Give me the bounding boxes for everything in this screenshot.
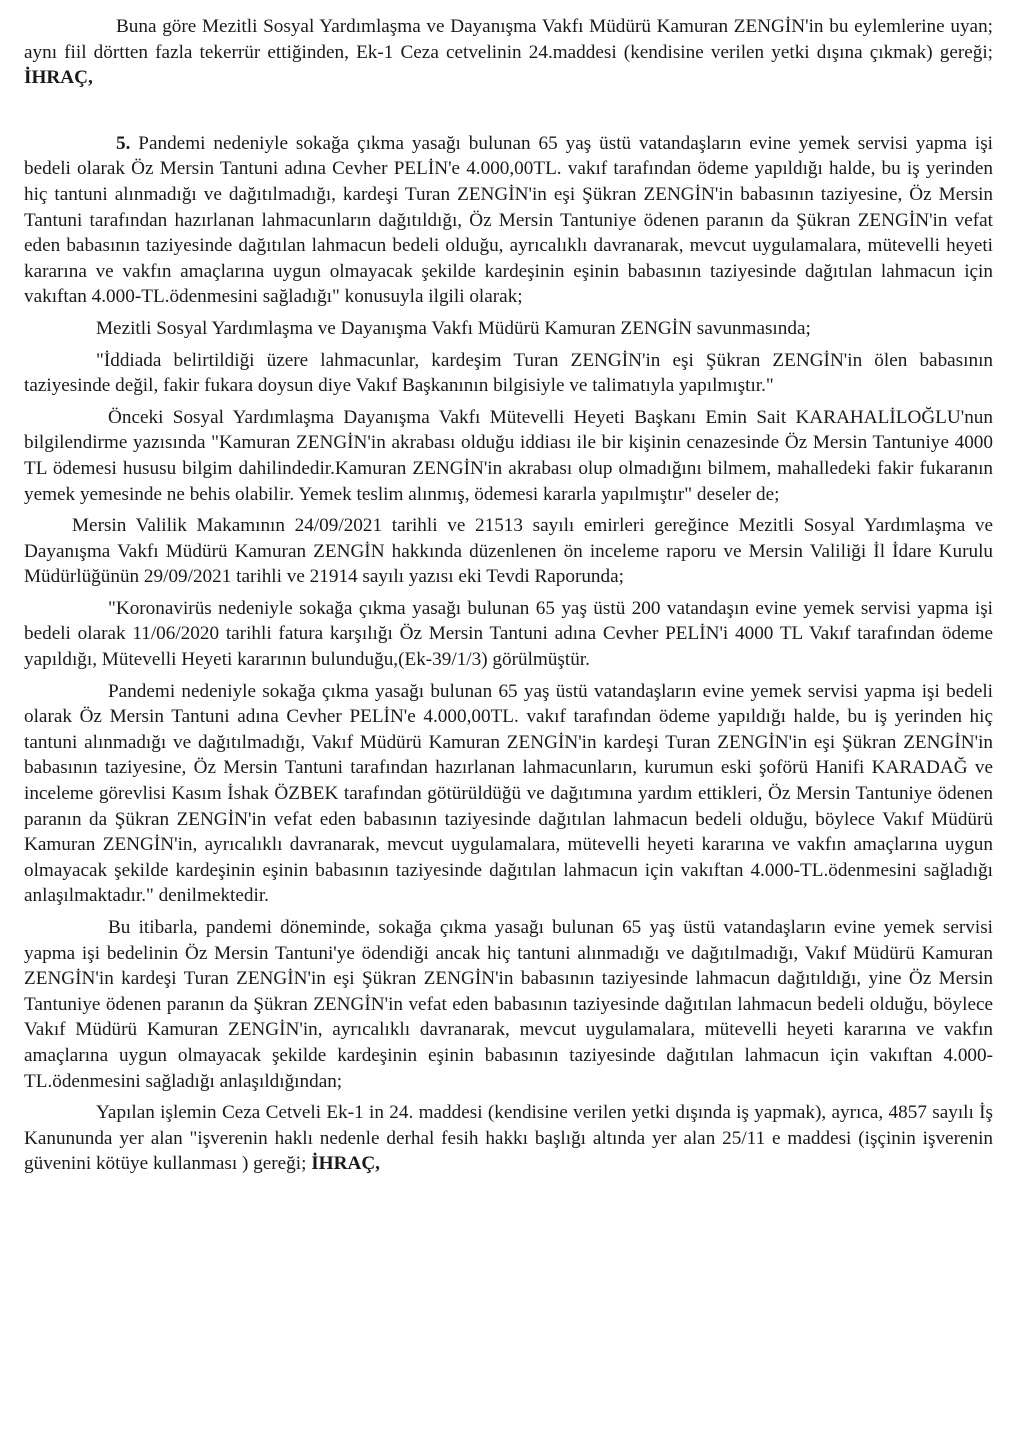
paragraph-text: Önceki Sosyal Yardımlaşma Dayanışma Vakfı Mütevelli Heyeti Başkanı Emin Sait KARAHALİLOĞLU'nun bilgilendirme yazısında "Kamuran ZENGİN'in akrabası olduğu iddiası ile bir kişinin cenazesinde Öz Mersin Tantuniye 4000 TL ödemesi hususu bilgim dahilindedir.Kamuran ZENGİN'in akrabası olup olmadığını bilmem, mahalledeki fakir fukaranın yemek yemesinde ne behis olabilir. Yemek teslim alınmış, ödemesi kararla yapılmıştır" deseler de;	[24, 406, 993, 505]
paragraph-governorship	[24, 513, 993, 590]
paragraph-report-quote	[24, 596, 993, 673]
paragraph-text: Mersin Valilik Makamının 24/09/2021 tarihli ve 21513 sayılı emirleri gereğince Mezitli Sosyal Yardımlaşma ve Dayanışma Vakfı Müdürü Kamuran ZENGİN hakkında düzenlenen ön inceleme raporu ve Mersin Valiliği İl İdare Kurulu Müdürlüğünün 29/09/2021 tarihli ve 21914 sayılı yazısı eki Tevdi Raporunda;	[24, 515, 993, 588]
paragraph-prior-chairman	[24, 405, 993, 507]
paragraph-text: Mezitli Sosyal Yardımlaşma ve Dayanışma Vakfı Müdürü Kamuran ZENGİN savunmasında;	[96, 317, 811, 339]
paragraph-text: Yapılan işlemin Ceza Cetveli Ek-1 in 24. maddesi (kendisine verilen yetki dışında iş yapmak), ayrıca, 4857 sayılı İş Kanununda yer alan "işverenin haklı nedenle derhal fesih hakkı başlığı altında yer alan 25/11 e maddesi (işçinin işverenin güvenini kötüye kullanması ) gereği;	[24, 1102, 993, 1175]
paragraph-text: Bu itibarla, pandemi döneminde, sokağa çıkma yasağı bulunan 65 yaş üstü vatandaşların evine yemek servisi yapma işi bedelinin Öz Mersin Tantuni'ye ödendiği ancak hiç tantuni alınmadığı ve dağıtılmadığı, Vakıf Müdürü Kamuran ZENGİN'in kardeşi Turan ZENGİN'in eşi Şükran ZENGİN'in babasının taziyesinde lahmacun dağıtıldığı, yine Öz Mersin Tantuniye ödenen paranın da Şükran ZENGİN'in vefat eden babasının taziyesinde dağıtılan lahmacun bedeli olduğu, böylece Vakıf Müdürü Kamuran ZENGİN'in, ayrıcalıklı davranarak, mevcut uygulamalara, mütevelli heyeti kararına ve vakfın amaçlarına uygun olmayacak şekilde kardeşinin eşinin babasının taziyesinde dağıtılan lahmacun için vakıftan 4.000-TL.ödenmesini sağladığı anlaşıldığından;	[24, 917, 993, 1092]
paragraph-text: "Koronavirüs nedeniyle sokağa çıkma yasağı bulunan 65 yaş üstü 200 vatandaşın evine yemek servisi yapma işi bedeli olarak 11/06/2020 tarihli fatura karşılığı Öz Mersin Tantuni adına Cevher PELİN'i 4000 TL Vakıf tarafından ödeme yapıldığı, Mütevelli Heyeti kararının bulunduğu,(Ek-39/1/3) görülmüştür.	[24, 597, 993, 671]
paragraph-verdict-1	[24, 14, 993, 91]
paragraph-text: Pandemi nedeniyle sokağa çıkma yasağı bulunan 65 yaş üstü vatandaşların evine yemek servisi yapma işi bedeli olarak Öz Mersin Tantuni adına Cevher PELİN'e 4.000,00TL. vakıf tarafından ödeme yapıldığı halde, bu iş yerinden hiç tantuni alınmadığı ve dağıtılmadığı, kardeşi Turan ZENGİN'in eşi Şükran ZENGİN'in babasının taziyesine, Öz Mersin Tantuni tarafından hazırlanan lahmacunların dağıtıldığı, Öz Mersin Tantuniye ödenen paranın da Şükran ZENGİN'in vefat eden babasının taziyesinde dağıtılan lahmacun bedeli olduğu, ayrıcalıklı davranarak, mevcut uygulamalara, mütevelli heyeti kararına ve vakfın amaçlarına uygun olmayacak şekilde kardeşinin eşinin babasının taziyesinde dağıtılan lahmacun için vakıftan 4.000-TL.ödenmesini sağladığı" konusuyla ilgili olarak;	[24, 132, 993, 308]
paragraph-verdict-2	[24, 1100, 993, 1177]
paragraph-defense-quote	[24, 348, 993, 399]
paragraph-defense-intro	[24, 316, 993, 342]
paragraph-text: "İddiada belirtildiği üzere lahmacunlar, kardeşim Turan ZENGİN'in eşi Şükran ZENGİN'in ölen babasının taziyesinde değil, fakir fukara doysun diye Vakıf Başkanının bilgisiyle ve talimatıyla yapılmıştır."	[24, 349, 993, 397]
paragraph-report-findings	[24, 679, 993, 909]
paragraph-text: Pandemi nedeniyle sokağa çıkma yasağı bulunan 65 yaş üstü vatandaşların evine yemek servisi yapma işi bedeli olarak Öz Mersin Tantuni adına Cevher PELİN'e 4.000,00TL. vakıf tarafından ödeme yapıldığı halde, bu iş yerinden hiç tantuni alınmadığı ve dağıtılmadığı, Vakıf Müdürü Kamuran ZENGİN'in kardeşi Turan ZENGİN'in eşi Şükran ZENGİN'in babasının taziyesine, Öz Mersin Tantuni tarafından hazırlanan lahmacunların, kurumun eski şoförü Hanifi KARADAĞ ve inceleme görevlisi Kasım İshak ÖZBEK tarafından götürüldüğü ve dağıtımına yardım ettikleri, Öz Mersin Tantuniye ödenen paranın da Şükran ZENGİN'in vefat eden babasının taziyesinde dağıtılan lahmacun bedeli olduğu, böylece Vakıf Müdürü Kamuran ZENGİN'in, ayrıcalıklı davranarak, mevcut uygulamalara, mütevelli heyeti kararına ve vakfın amaçlarına uygun olmayacak şekilde kardeşinin eşinin babasının taziyesinde dağıtılan lahmacun için vakıftan 4.000-TL.ödenmesini sağladığı anlaşılmaktadır." denilmektedir.	[24, 680, 993, 907]
verdict-label: İHRAÇ,	[311, 1153, 380, 1175]
paragraph-text: Buna göre Mezitli Sosyal Yardımlaşma ve Dayanışma Vakfı Müdürü Kamuran ZENGİN'in bu eylemlerine uyan; aynı fiil dörtten fazla tekerrür ettiğinden, Ek-1 Ceza cetvelinin 24.maddesi (kendisine verilen yetki dışına çıkmak) gereği;	[24, 16, 993, 63]
paragraph-conclusion	[24, 915, 993, 1094]
paragraph-item-5	[24, 131, 993, 310]
verdict-label: İHRAÇ,	[24, 67, 93, 89]
item-number: 5.	[116, 132, 131, 154]
